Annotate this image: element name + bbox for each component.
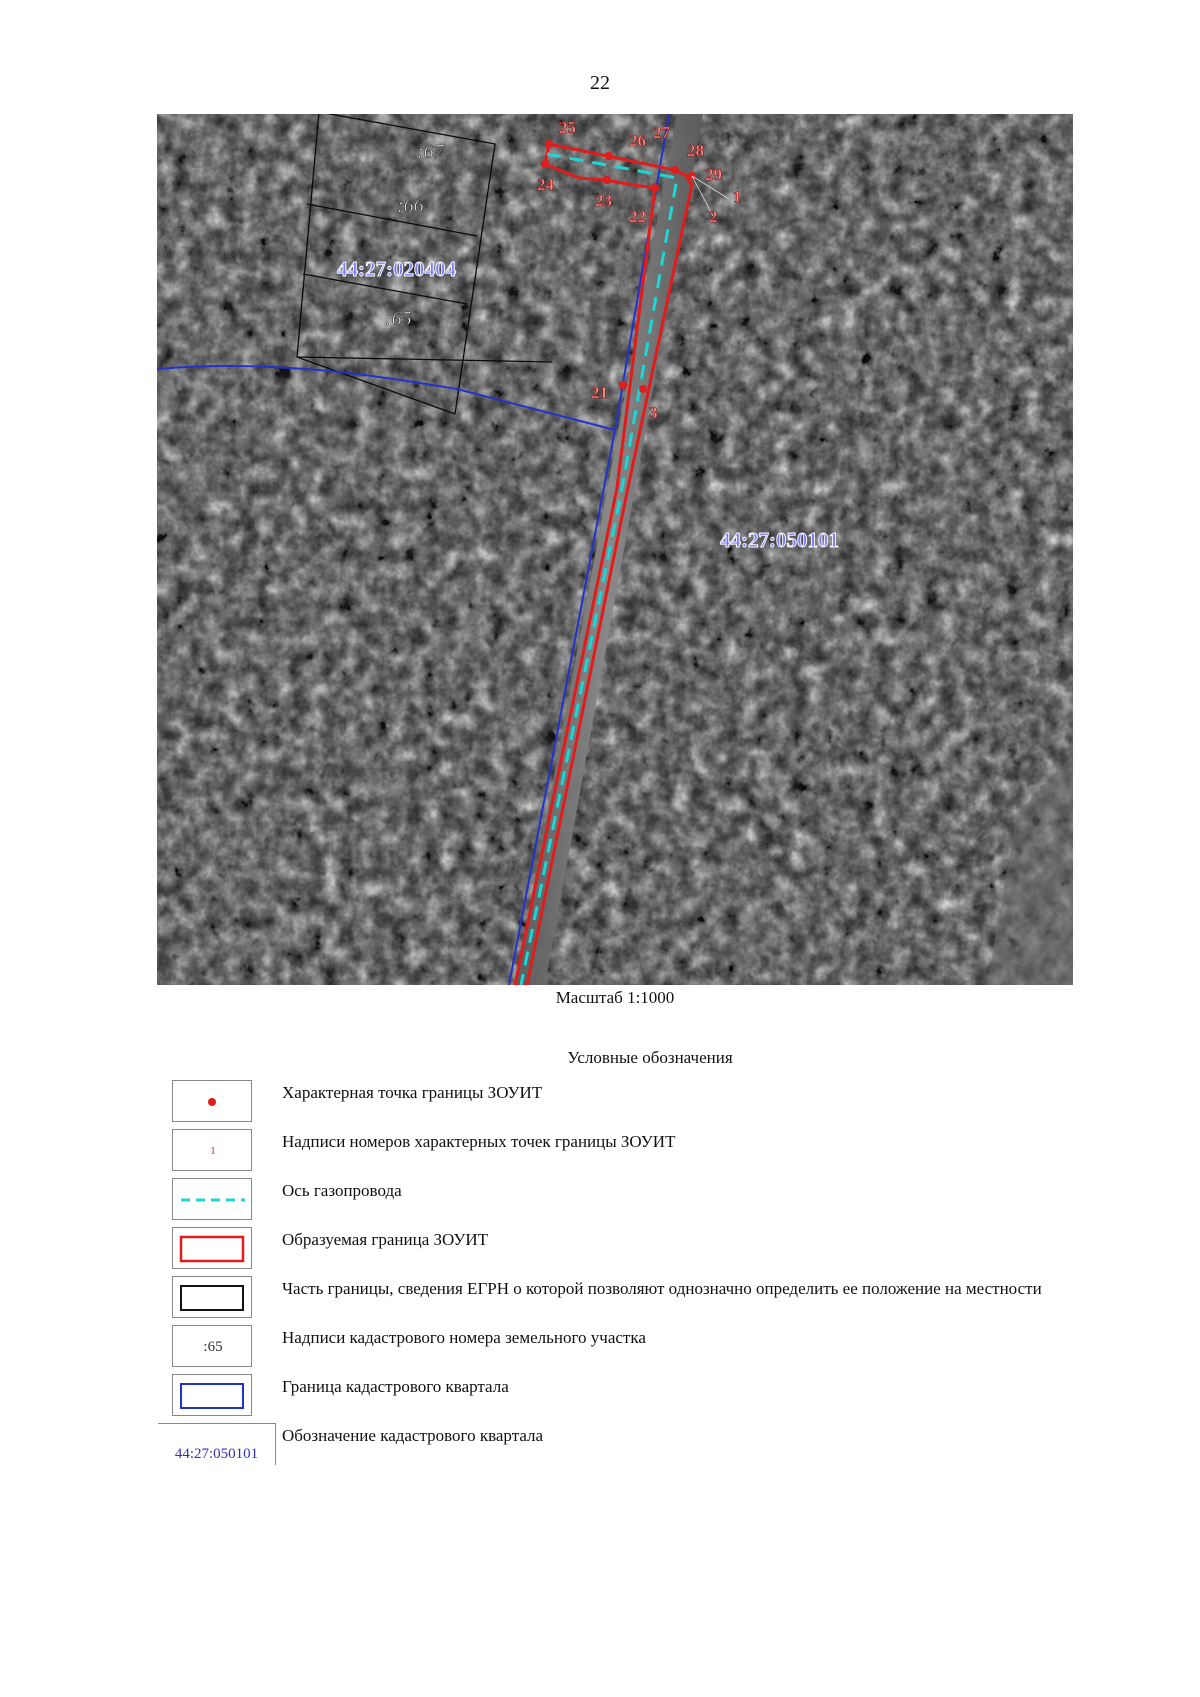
parcel-label: :65 — [385, 308, 412, 330]
red-point-icon — [172, 1080, 252, 1122]
point-label: 1 — [733, 187, 742, 206]
point-marker — [651, 184, 659, 192]
map-scale: Масштаб 1:1000 — [555, 988, 675, 1007]
point-label: 23 — [595, 191, 612, 210]
legend-item-parcel-number — [172, 1325, 1072, 1369]
point-marker — [605, 152, 613, 160]
legend-label: Характерная точка границы ЗОУИТ — [282, 1083, 543, 1102]
quarter-label: 44:27:020404 — [337, 257, 456, 281]
point-label: 24 — [537, 175, 554, 194]
point-number-sample: 1 — [210, 1145, 216, 1157]
point-marker — [545, 140, 553, 148]
point-label: 25 — [559, 118, 576, 137]
legend-label: Ось газопровода — [282, 1181, 402, 1200]
quarter-label: 44:27:050101 — [720, 528, 839, 552]
point-label: 29 — [705, 165, 722, 184]
point-marker — [541, 160, 549, 168]
legend-label: Часть границы, сведения ЕГРН о которой позволяют однозначно определить ее положение на местности — [282, 1279, 1042, 1298]
point-label: 28 — [687, 141, 704, 160]
blue-rect-icon — [172, 1374, 252, 1416]
point-label: 3 — [649, 403, 658, 422]
point-marker — [671, 166, 679, 174]
parcel-number-icon — [172, 1325, 252, 1367]
legend-item-zouit-boundary — [172, 1227, 1072, 1271]
point-marker — [639, 385, 647, 393]
page-number: 22 — [590, 72, 610, 94]
point-number-icon — [172, 1129, 252, 1171]
legend-item-quarter-boundary — [172, 1374, 1072, 1418]
legend-item-gas-axis — [172, 1178, 1072, 1222]
legend-label: Обозначение кадастрового квартала — [282, 1426, 544, 1445]
legend-item-point — [172, 1080, 1072, 1124]
legend-label: Граница кадастрового квартала — [282, 1377, 509, 1396]
point-label: 22 — [629, 207, 646, 226]
legend-title: Условные обозначения — [567, 1048, 733, 1067]
point-label: 2 — [709, 207, 718, 226]
quarter-number-sample: 44:27:050101 — [174, 1446, 259, 1462]
parcel-label: :66 — [397, 195, 424, 217]
parcel-label: :67 — [417, 141, 444, 163]
cadastral-map — [157, 114, 1073, 985]
legend-label: Надписи номеров характерных точек границы ЗОУИТ — [282, 1132, 676, 1151]
legend-item-point-number — [172, 1129, 1072, 1173]
point-marker — [603, 176, 611, 184]
red-rect-icon — [172, 1227, 252, 1269]
quarter-number-icon — [158, 1423, 276, 1465]
legend-item-egrn-boundary — [172, 1276, 1072, 1324]
parcel-number-sample: :65 — [203, 1339, 223, 1355]
point-label: 21 — [591, 383, 608, 402]
black-rect-icon — [172, 1276, 252, 1318]
point-label: 27 — [653, 123, 670, 142]
cyan-dash-icon — [172, 1178, 252, 1220]
point-label: 26 — [629, 131, 646, 150]
legend-label: Образуемая граница ЗОУИТ — [282, 1230, 489, 1249]
legend-item-quarter-number — [172, 1423, 1072, 1467]
point-marker — [619, 381, 627, 389]
legend-label: Надписи кадастрового номера земельного участка — [282, 1328, 646, 1347]
